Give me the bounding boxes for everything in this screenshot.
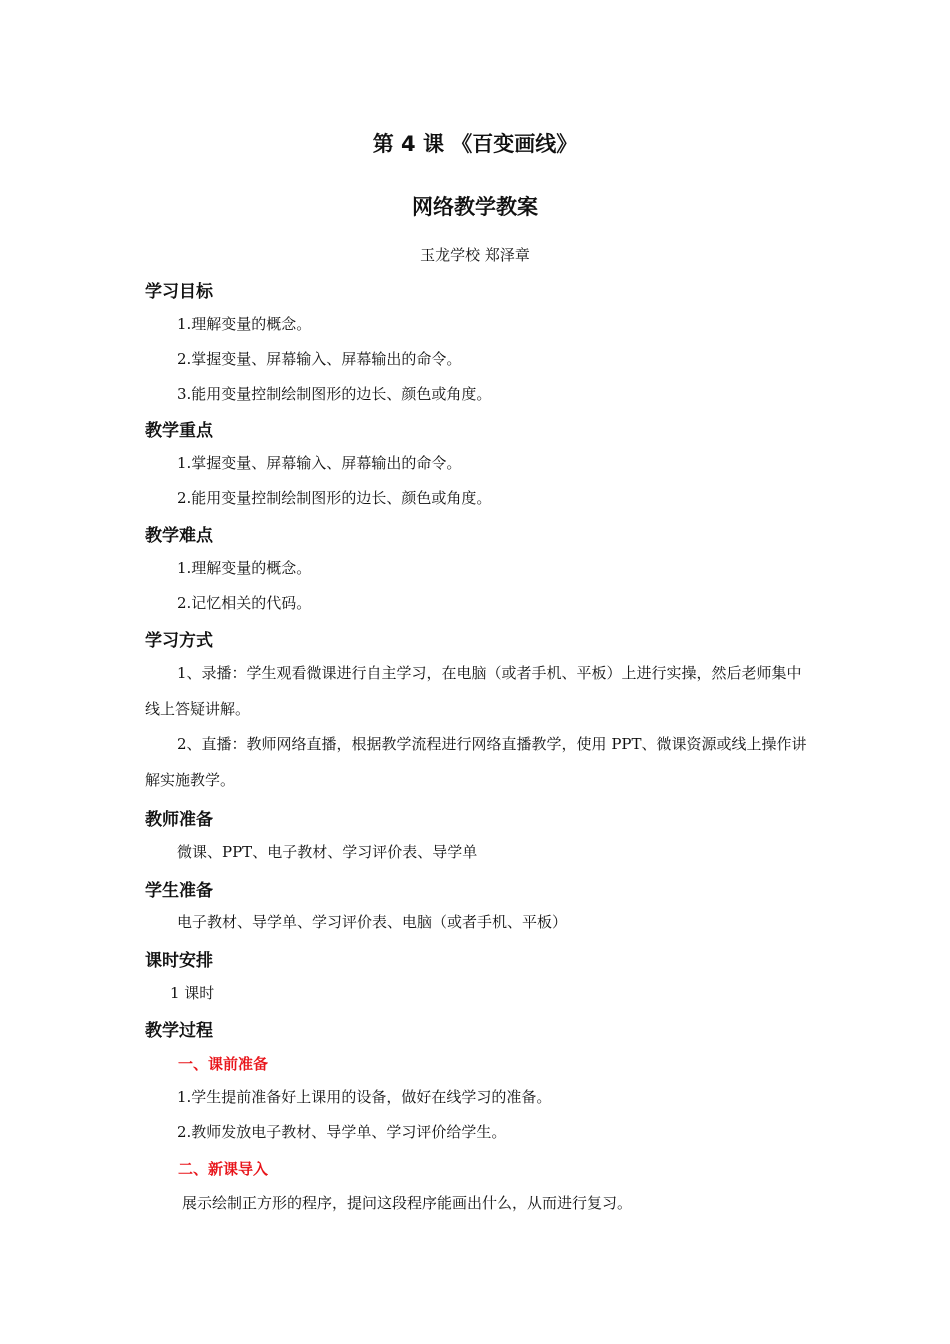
schedule-heading: 课时安排 xyxy=(145,951,213,971)
learning-method-item: 1、录播：学生观看微课进行自主学习，在电脑（或者手机、平板）上进行实操，然后老师集中线上答疑讲解。 xyxy=(145,664,802,718)
intro-heading: 二、新课导入 xyxy=(178,1160,269,1178)
student-prep-text: 电子教材、导学单、学习评价表、电脑（或者手机、平板） xyxy=(177,913,568,931)
difficulty-item: 1.理解变量的概念。 xyxy=(177,559,312,577)
key-points-heading: 教学重点 xyxy=(145,421,213,441)
learning-methods-heading: 学习方式 xyxy=(145,631,213,651)
key-point-item: 1.掌握变量、屏幕输入、屏幕输出的命令。 xyxy=(177,454,462,472)
lesson-title: 第 4 课 《百变画线》 xyxy=(372,132,578,156)
objectives-heading: 学习目标 xyxy=(145,282,213,302)
pre-class-item: 1.学生提前准备好上课用的设备，做好在线学习的准备。 xyxy=(177,1088,552,1106)
key-point-item: 2.能用变量控制绘制图形的边长、颜色或角度。 xyxy=(177,489,492,507)
objective-item: 2.掌握变量、屏幕输入、屏幕输出的命令。 xyxy=(177,350,462,368)
difficulties-heading: 教学难点 xyxy=(145,526,213,546)
author-line: 玉龙学校 郑泽章 xyxy=(420,246,530,264)
pre-class-item: 2.教师发放电子教材、导学单、学习评价给学生。 xyxy=(177,1123,507,1141)
schedule-text: 1 课时 xyxy=(170,984,215,1002)
objective-item: 3.能用变量控制绘制图形的边长、颜色或角度。 xyxy=(177,385,492,403)
learning-method-item: 2、直播：教师网络直播，根据教学流程进行网络直播教学，使用 PPT、微课资源或线上操作讲解实施教学。 xyxy=(145,735,807,789)
pre-class-heading: 一、课前准备 xyxy=(178,1055,269,1073)
student-prep-heading: 学生准备 xyxy=(145,881,213,901)
process-heading: 教学过程 xyxy=(145,1021,213,1041)
intro-text: 展示绘制正方形的程序，提问这段程序能画出什么，从而进行复习。 xyxy=(182,1194,633,1212)
objective-item: 1.理解变量的概念。 xyxy=(177,315,312,333)
teacher-prep-heading: 教师准备 xyxy=(145,810,213,830)
difficulty-item: 2.记忆相关的代码。 xyxy=(177,594,312,612)
lesson-subtitle: 网络教学教案 xyxy=(412,195,538,219)
teacher-prep-text: 微课、PPT、电子教材、学习评价表、导学单 xyxy=(177,843,478,861)
